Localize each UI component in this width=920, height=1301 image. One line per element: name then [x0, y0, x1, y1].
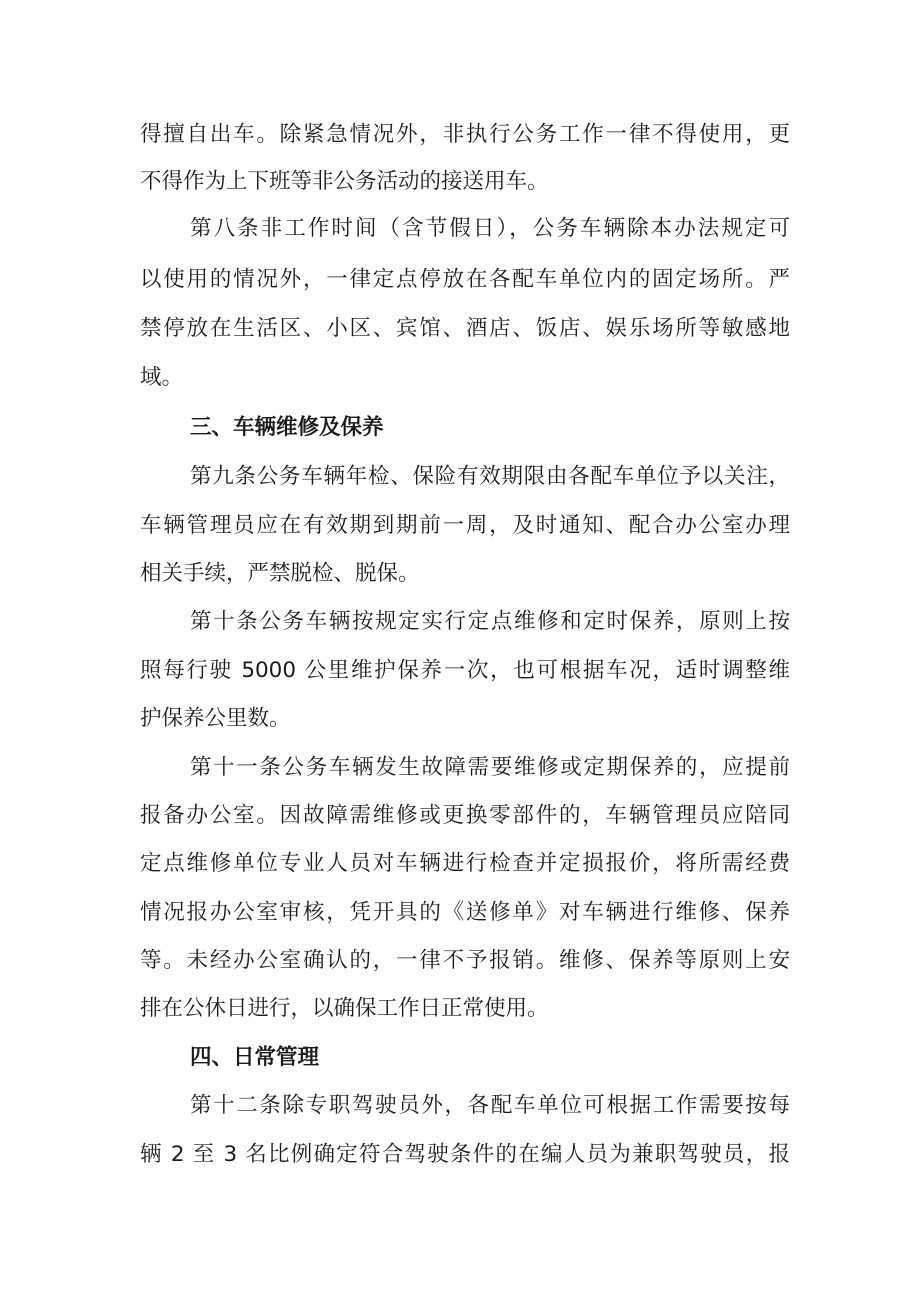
body-line: 以使用的情况外，一律定点停放在各配车单位内的固定场所。严: [140, 267, 790, 292]
body-line: 禁停放在生活区、小区、宾馆、酒店、饭店、娱乐场所等敏感地: [140, 316, 790, 341]
section-heading-4: 四、日常管理: [190, 1045, 320, 1070]
body-line: 不得作为上下班等非公务活动的接送用车。: [140, 169, 549, 194]
article-11-line: 第十一条公务车辆发生故障需要维修或定期保养的，应提前: [190, 755, 790, 780]
section-heading-3: 三、车辆维修及保养: [190, 415, 384, 440]
body-line: 定点维修单位专业人员对车辆进行检查并定损报价，将所需经费: [140, 851, 790, 876]
article-12-line: 第十二条除专职驾驶员外，各配车单位可根据工作需要按每: [190, 1093, 790, 1118]
body-line: 辆 2 至 3 名比例确定符合驾驶条件的在编人员为兼职驾驶员，报: [140, 1142, 790, 1167]
body-line: 相关手续，严禁脱检、脱保。: [140, 561, 420, 586]
body-line: 护保养公里数。: [140, 706, 291, 731]
body-line: 车辆管理员应在有效期到期前一周，及时通知、配合办公室办理: [140, 513, 790, 538]
body-line: 情况报办公室审核，凭开具的《送修单》对车辆进行维修、保养: [140, 900, 790, 925]
article-10-line: 第十条公务车辆按规定实行定点维修和定时保养，原则上按: [190, 609, 790, 634]
article-8-line: 第八条非工作时间（含节假日），公务车辆除本办法规定可: [190, 216, 790, 241]
body-line: 等。未经办公室确认的，一律不予报销。维修、保养等原则上安: [140, 948, 790, 973]
body-line: 域。: [140, 365, 184, 390]
body-line: 报备办公室。因故障需维修或更换零部件的，车辆管理员应陪同: [140, 803, 790, 828]
article-9-line: 第九条公务车辆年检、保险有效期限由各配车单位予以关注，: [190, 464, 790, 489]
body-line: 照每行驶 5000 公里维护保养一次，也可根据车况，适时调整维: [140, 658, 790, 683]
body-line: 排在公休日进行，以确保工作日正常使用。: [140, 996, 549, 1021]
body-line: 得擅自出车。除紧急情况外，非执行公务工作一律不得使用，更: [140, 122, 790, 147]
